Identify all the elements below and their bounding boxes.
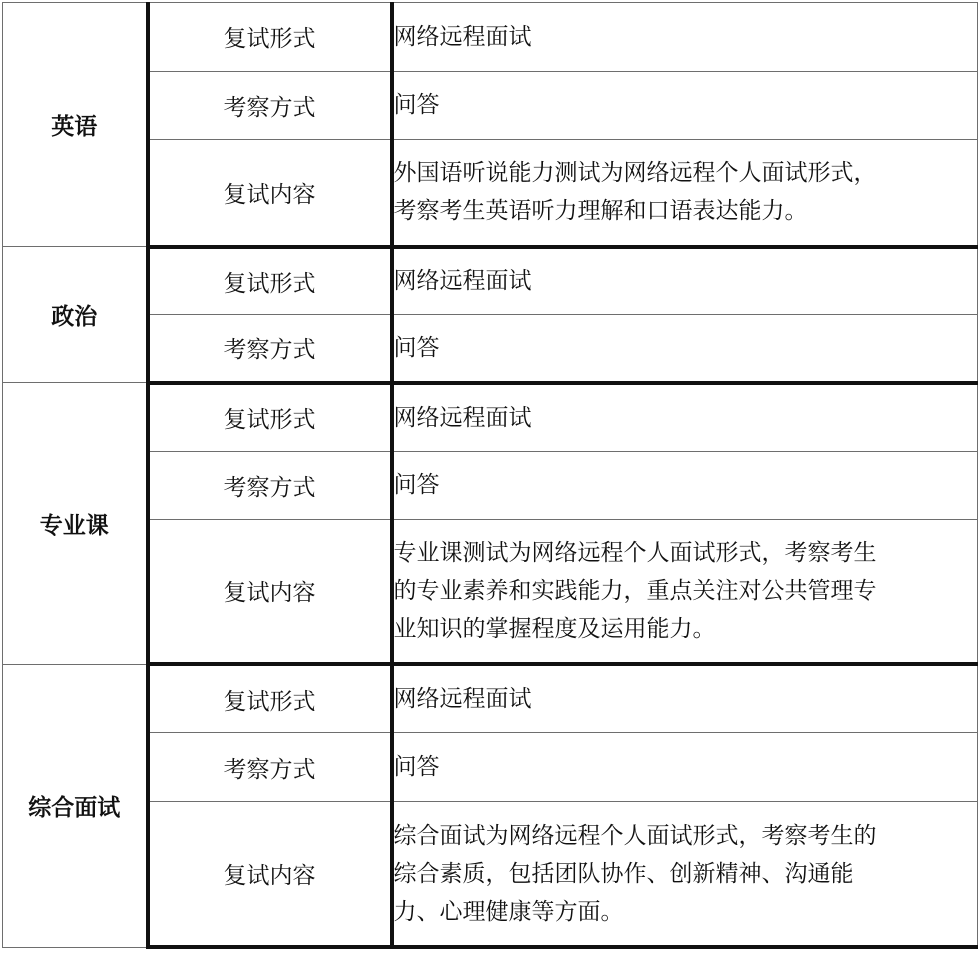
- item-cell: 复试形式: [148, 383, 392, 452]
- item-cell: 复试形式: [148, 247, 392, 315]
- table-row: [3, 140, 978, 247]
- content-line: 专业课测试为网络远程个人面试形式，考察考生: [393, 539, 877, 566]
- table-row: [3, 314, 978, 383]
- content-cell: [392, 519, 978, 664]
- content-line: 考察考生英语听力理解和口语表达能力。: [393, 198, 808, 225]
- table-row: [3, 451, 978, 519]
- subject-cell: 政治: [3, 247, 148, 383]
- content-line: 综合素质，包括团队协作、创新精神、沟通能: [393, 860, 854, 887]
- table-row: [3, 519, 978, 664]
- subject-cell: 英语: [3, 3, 148, 247]
- table-row: [3, 664, 978, 733]
- item-cell: 复试内容: [148, 140, 392, 247]
- content-cell: 问答: [392, 314, 978, 383]
- item-cell: 复试形式: [148, 3, 392, 72]
- table-row: [3, 383, 978, 452]
- item-cell: 复试内容: [148, 802, 392, 947]
- item-cell: 考察方式: [148, 314, 392, 383]
- content-line: 外国语听说能力测试为网络远程个人面试形式，: [393, 160, 877, 187]
- content-cell: [392, 802, 978, 947]
- item-cell: 考察方式: [148, 733, 392, 802]
- table-row: [3, 71, 978, 140]
- content-line: 的专业素养和实践能力，重点关注对公共管理专: [393, 577, 877, 604]
- content-cell: 网络远程面试: [392, 247, 978, 315]
- table-row: [3, 802, 978, 947]
- table-row: [3, 733, 978, 802]
- subject-cell: 专业课: [3, 383, 148, 665]
- table-row: [3, 247, 978, 315]
- table-row: [3, 3, 978, 72]
- item-cell: 考察方式: [148, 451, 392, 519]
- item-cell: 复试形式: [148, 664, 392, 733]
- content-cell: 网络远程面试: [392, 664, 978, 733]
- content-cell: [392, 140, 978, 247]
- content-cell: 网络远程面试: [392, 383, 978, 452]
- content-cell: 问答: [392, 451, 978, 519]
- exam-format-table: [2, 2, 978, 949]
- item-cell: 复试内容: [148, 519, 392, 664]
- content-cell: 问答: [392, 71, 978, 140]
- item-cell: 考察方式: [148, 71, 392, 140]
- content-line: 力、心理健康等方面。: [393, 898, 624, 925]
- content-cell: 网络远程面试: [392, 3, 978, 72]
- content-cell: 问答: [392, 733, 978, 802]
- subject-cell: 综合面试: [3, 664, 148, 947]
- content-line: 综合面试为网络远程个人面试形式，考察考生的: [393, 822, 877, 849]
- content-line: 业知识的掌握程度及运用能力。: [393, 615, 716, 642]
